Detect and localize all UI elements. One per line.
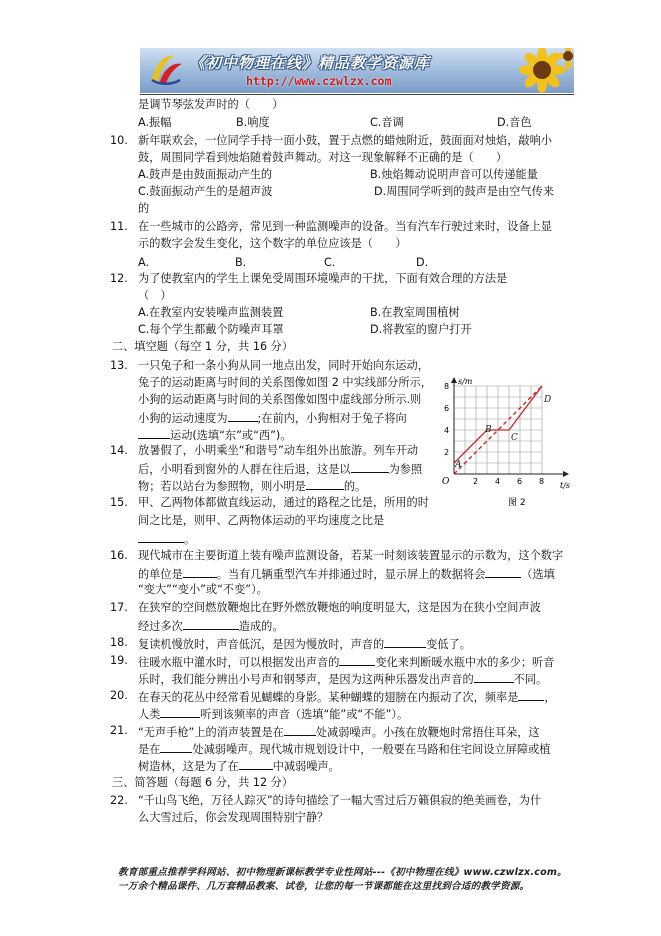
q9-option-c: C.音调 — [370, 116, 404, 129]
q17-text: 经过多次 — [138, 620, 183, 633]
q13-stem-3: 小狗的运动距离与时间的关系图像如图中虚线部分所示.则 — [138, 393, 422, 406]
q21-text: 是在 — [138, 743, 161, 756]
q13-text: 小狗的运动速度为 — [138, 412, 228, 425]
q15-stem-2: 间之比是，则甲、乙两物体运动的平均速度之比是 — [138, 514, 385, 527]
q21-text: “无声手枪”上的消声装置是在 — [138, 726, 284, 739]
answer-blank — [239, 757, 273, 770]
q21-stem-2 — [138, 740, 550, 758]
answer-blank — [183, 617, 239, 630]
q20-text: 人类 — [138, 708, 161, 721]
answer-blank — [474, 670, 514, 683]
q18-text: 变低了。 — [426, 638, 471, 651]
answer-blank — [518, 688, 544, 701]
question-number: 22. — [110, 794, 128, 807]
q12-stem: 为了使教室内的学生上课免受周围环境噪声的干扰，下面有效合理的方法是 — [138, 272, 508, 285]
question-number: 18. — [110, 636, 128, 649]
q21-stem — [138, 723, 540, 741]
q10-option-d-tail: 的 — [138, 202, 150, 215]
point-label-c: C — [511, 433, 518, 443]
x-tick-label: 4 — [495, 477, 501, 486]
q19-text: 往暖水瓶中灌水时，可以根据发出声音的 — [138, 656, 340, 669]
q12-option-a: A.在教室内安装噪声监测装置 — [138, 306, 284, 319]
q9-option-a: A.振幅 — [138, 116, 172, 129]
q14-stem-3 — [138, 477, 366, 495]
q17-text: 造成的。 — [238, 620, 284, 633]
q20-text: 听到该频率的声音（选填“能”或“不能”）。 — [200, 708, 409, 721]
q12-option-b: B.在教室周围植树 — [370, 306, 460, 319]
q21-text: 中减弱噪声。 — [272, 760, 340, 773]
x-tick-label: 2 — [473, 477, 479, 486]
q16-text: （选填 — [521, 568, 555, 581]
q19-stem-2 — [138, 670, 547, 688]
question-number: 14. — [110, 444, 128, 457]
q11-stem: 在一些城市的公路旁，常见到一种监测噪声的设备。当有汽车行驶过来时，设备上显 — [138, 220, 552, 233]
q16-text: 。当有几辆重型汽车并排通过时，显示屏上的数据将会 — [216, 568, 486, 581]
q19-text: 变化来判断暖水瓶中水的多少；听音 — [375, 656, 555, 669]
question-number: 16. — [110, 549, 128, 562]
q14-text: 的。 — [343, 480, 367, 493]
q14-text: 后，小明看到窗外的人群在往后退，这是以 — [138, 463, 351, 476]
q11-option-c: C. — [324, 256, 336, 269]
y-tick-label: 2 — [444, 448, 450, 457]
q13-text: ;在前内，小狗相对于兔子将向 — [257, 412, 407, 425]
q10-option-b: B.烛焰舞动说明声音可以传递能量 — [370, 168, 538, 181]
footer-text: 教育部重点推荐学科网站、初中物理新课标教学专业性网站---《初中物理在线》www.czwlzx.com。一万余个精品课件、几万套精品教案、试卷，让您的每一节课都能在这里找到合适的教学资源。 — [118, 867, 567, 892]
q13-stem-5 — [138, 426, 291, 444]
answer-blank — [284, 723, 316, 736]
answer-blank — [138, 426, 170, 439]
q10-option-c: C.鼓面振动产生的是超声波 — [138, 185, 273, 198]
banner-title: 《初中物理在线》精品教学资源库 — [190, 54, 431, 72]
question-number: 19. — [110, 654, 128, 667]
q15-stem-3 — [138, 530, 195, 548]
q19-stem — [138, 653, 554, 671]
x-tick-label: 8 — [539, 477, 545, 486]
q10-option-d: D.周围同学听到的鼓声是由空气传来 — [374, 185, 554, 198]
answer-blank — [351, 460, 389, 473]
q9-option-d: D.音色 — [497, 116, 532, 129]
q14-stem: 放暑假了，小明乘坐“和谐号”动车组外出旅游。列车开动 — [138, 444, 419, 457]
question-number: 13. — [110, 359, 128, 372]
answer-blank — [339, 653, 375, 666]
q13-stem: 一只兔子和一条小狗从同一地点出发，同时开始向东运动， — [138, 359, 429, 372]
q16-stem: 现代城市在主要街道上装有噪声监测设备，若某一时刻该装置显示的示数为，这个数字 — [138, 549, 564, 562]
q14-text: 为参照 — [388, 463, 423, 476]
q17-stem-2 — [138, 617, 284, 635]
q12-option-d: D.将教室的窗户打开 — [370, 323, 472, 336]
y-tick-label: 8 — [444, 382, 450, 391]
q18-text: 复读机慢放时，声音低沉，是因为慢放时，声音的 — [138, 638, 385, 651]
q16-stem-3: “变大”“变小”或“不变”）。 — [138, 583, 268, 596]
q9-option-b: B.响度 — [236, 116, 270, 129]
q13-stem-2: 兔子的运动距离与时间的关系图像如图 2 中实线部分所示， — [138, 376, 432, 389]
answer-blank — [183, 565, 217, 578]
x-tick-label: 6 — [517, 477, 523, 486]
q21-text: 树造林，这是为了在 — [138, 760, 239, 773]
q12-option-c: C.每个学生都戴个防噪声耳罩 — [138, 323, 284, 336]
answer-blank — [384, 635, 426, 648]
x-axis-label: t/s — [560, 481, 571, 490]
q14-stem-2 — [138, 460, 422, 478]
section-heading-fill-in: 二、填空题（每空 1 分，共 16 分） — [112, 340, 294, 353]
q10-option-a: A.鼓声是由鼓面振动产生的 — [138, 168, 273, 181]
question-number: 21. — [110, 724, 128, 737]
sunflower-image — [494, 48, 574, 93]
q21-text: 处减弱噪声。小孩在放鞭炮时常捂住耳朵，这 — [315, 726, 540, 739]
q17-stem: 在狭窄的空间燃放鞭炮比在野外燃放鞭炮的响度明显大，这是因为在狭小空间声波 — [138, 601, 541, 614]
q11-option-b: B. — [235, 256, 247, 269]
q18-stem — [138, 635, 471, 653]
q21-stem-3 — [138, 757, 340, 775]
q20-stem-2 — [138, 705, 408, 723]
answer-blank — [138, 530, 184, 543]
q14-text: 物；若以站台为参照物，则小明是 — [138, 480, 306, 493]
y-tick-label: 6 — [444, 404, 450, 413]
origin-label: O — [442, 477, 450, 487]
answer-blank — [228, 409, 258, 422]
answer-blank — [485, 565, 521, 578]
q21-text: 处减弱噪声。现代城市规划设计中，一般要在马路和住宅间设立屏障或植 — [192, 743, 551, 756]
q15-stem: 甲、乙两物体都做直线运动，通过的路程之比是，所用的时 — [138, 496, 429, 509]
point-label-d: D — [544, 395, 552, 405]
figure-2-distance-time-graph — [440, 374, 576, 512]
q20-text: ， — [544, 691, 556, 704]
point-label-b: B — [485, 425, 492, 435]
q11-option-a: A. — [138, 256, 150, 269]
q13-text: 运动(选填“东”或“西”)。 — [170, 429, 292, 442]
answer-blank — [306, 477, 344, 490]
logo-icon — [146, 50, 186, 90]
q16-stem-2 — [138, 565, 555, 583]
question-number: 11. — [110, 220, 128, 233]
q16-text: 的单位是 — [138, 568, 183, 581]
header-rule — [140, 94, 574, 95]
q19-text: 乐时，我们能分辨出小号声和钢琴声，是因为这两种乐器发出声音的 — [138, 673, 474, 686]
q10-stem-2: 鼓，周围同学看到烛焰随着鼓声舞动。对这一现象解释不正确的是（ ） — [138, 151, 508, 164]
figure-caption: 图 2 — [508, 498, 526, 508]
q11-option-d: D. — [416, 256, 429, 269]
q13-stem-4 — [138, 409, 407, 427]
header-banner — [140, 48, 574, 93]
q15-text: 。 — [184, 533, 196, 546]
q11-stem-2: 示的数字会发生变化，这个数字的单位应该是（ ） — [138, 237, 407, 250]
q20-text: 在春天的花丛中经常看见蝴蝶的身影。某种蝴蝶的翅膀在内振动了次，频率是 — [138, 691, 519, 704]
banner-url: http://www.czwlzx.com — [246, 74, 392, 88]
q9-stem-tail: 是调节琴弦发声时的（ ） — [138, 98, 284, 111]
y-axis-label: s/m — [458, 377, 473, 386]
question-number: 12. — [110, 272, 128, 285]
q19-text: 不同。 — [513, 673, 548, 686]
q12-stem-2: （ ） — [138, 289, 172, 302]
q22-stem-2: 么大雪过后，你会发现周围特别宁静？ — [138, 811, 329, 824]
question-number: 10. — [110, 134, 128, 147]
question-number: 15. — [110, 496, 128, 509]
question-number: 17. — [110, 601, 128, 614]
section-heading-short-answer: 三、简答题（每题 6 分，共 12 分） — [112, 776, 294, 789]
point-label-a: A — [455, 460, 462, 470]
q22-stem: “千山鸟飞绝，万径人踪灭”的诗句描绘了一幅大雪过后万籁俱寂的绝美画卷，为什 — [138, 794, 542, 807]
question-number: 20. — [110, 689, 128, 702]
y-tick-label: 4 — [444, 426, 450, 435]
q20-stem — [138, 688, 556, 706]
q10-stem: 新年联欢会，一位同学手持一面小鼓，置于点燃的蜡烛附近，鼓面面对烛焰，敲响小 — [138, 134, 552, 147]
answer-blank — [160, 705, 200, 718]
answer-blank — [160, 740, 192, 753]
